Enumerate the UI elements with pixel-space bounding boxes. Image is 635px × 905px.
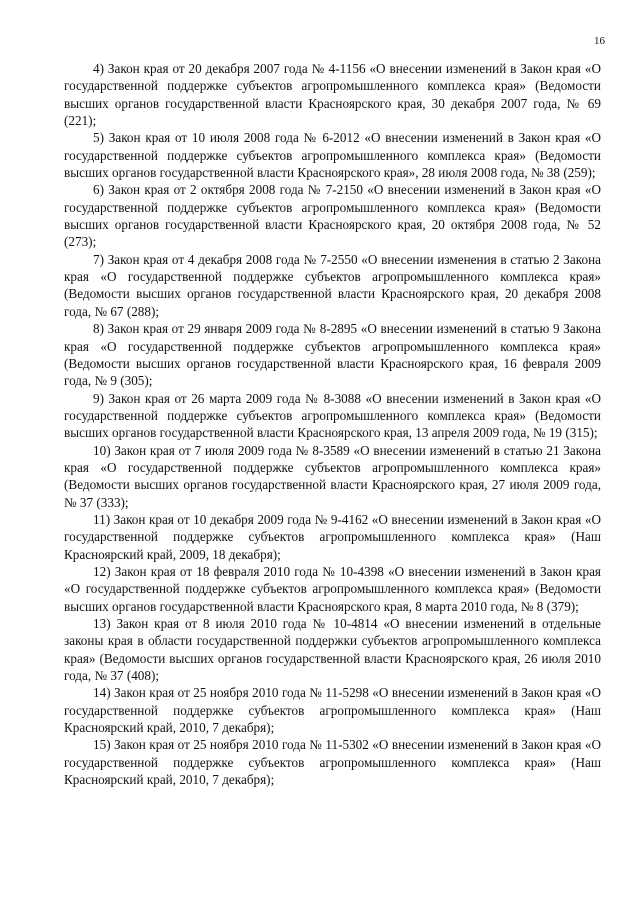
list-item-law-13: 13) Закон края от 8 июля 2010 года № 10-4814 «О внесении изменений в отдельные законы края в области государственной поддержки субъектов агропромышленного комплекса края» (Ведомости высших органов государственной власти Красноярского края, 26 июля 2010 года, № 37 (408); <box>64 616 601 684</box>
list-item-law-4: 4) Закон края от 20 декабря 2007 года № 4-1156 «О внесении изменений в Закон края «О государственной поддержке субъектов агропромышленного комплекса края» (Ведомости высших органов государственной власти Красноярского края, 30 декабря 2007 года, № 69 (221); <box>64 61 601 129</box>
list-item-law-8: 8) Закон края от 29 января 2009 года № 8-2895 «О внесении изменений в статью 9 Закона края «О государственной поддержке субъектов агропромышленного комплекса края» (Ведомости высших органов государственной власти Красноярского края, 16 февраля 2009 года, № 9 (305); <box>64 321 601 389</box>
list-item-law-6: 6) Закон края от 2 октября 2008 года № 7-2150 «О внесении изменений в Закон края «О государственной поддержке субъектов агропромышленного комплекса края» (Ведомости высших органов государственной власти Красноярского края, 20 октября 2008 года, № 52 (273); <box>64 182 601 250</box>
list-item-law-14: 14) Закон края от 25 ноября 2010 года № 11-5298 «О внесении изменений в Закон края «О государственной поддержке субъектов агропромышленного комплекса края» (Наш Красноярский край, 2010, 7 декабря); <box>64 685 601 736</box>
list-item-law-15: 15) Закон края от 25 ноября 2010 года № 11-5302 «О внесении изменений в Закон края «О государственной поддержке субъектов агропромышленного комплекса края» (Наш Красноярский край, 2010, 7 декабря); <box>64 737 601 788</box>
list-item-law-9: 9) Закон края от 26 марта 2009 года № 8-3088 «О внесении изменений в Закон края «О государственной поддержке субъектов агропромышленного комплекса края» (Ведомости высших органов государственной власти Красноярского края, 13 апреля 2009 года, № 19 (315); <box>64 390 601 441</box>
page-number: 16 <box>594 35 605 47</box>
list-item-law-12: 12) Закон края от 18 февраля 2010 года № 10-4398 «О внесении изменений в Закон края «О государственной поддержке субъектов агропромышленного комплекса края» (Ведомости высших органов государственной власти Красноярского края, 8 марта 2010 года, № 8 (379); <box>64 563 601 614</box>
list-item-law-5: 5) Закон края от 10 июля 2008 года № 6-2012 «О внесении изменений в Закон края «О государственной поддержке субъектов агропромышленного комплекса края» (Ведомости высших органов государственной власти Красноярского края», 28 июля 2008 года, № 38 (259); <box>64 130 601 181</box>
list-item-law-11: 11) Закон края от 10 декабря 2009 года № 9-4162 «О внесении изменений в Закон края «О государственной поддержке субъектов агропромышленного комплекса края» (Наш Красноярский край, 2009, 18 декабря); <box>64 511 601 562</box>
list-item-law-7: 7) Закон края от 4 декабря 2008 года № 7-2550 «О внесении изменения в статью 2 Закона края «О государственной поддержке субъектов агропромышленного комплекса края» (Ведомости высших органов государственной власти Красноярского края, 20 декабря 2008 года, № 67 (288); <box>64 251 601 319</box>
law-list <box>64 60 601 788</box>
list-item-law-10: 10) Закон края от 7 июля 2009 года № 8-3589 «О внесении изменений в статью 21 Закона края «О государственной поддержке субъектов агропромышленного комплекса края» (Ведомости высших органов государственной власти Красноярского края, 27 июля 2009 года, № 37 (333); <box>64 442 601 510</box>
